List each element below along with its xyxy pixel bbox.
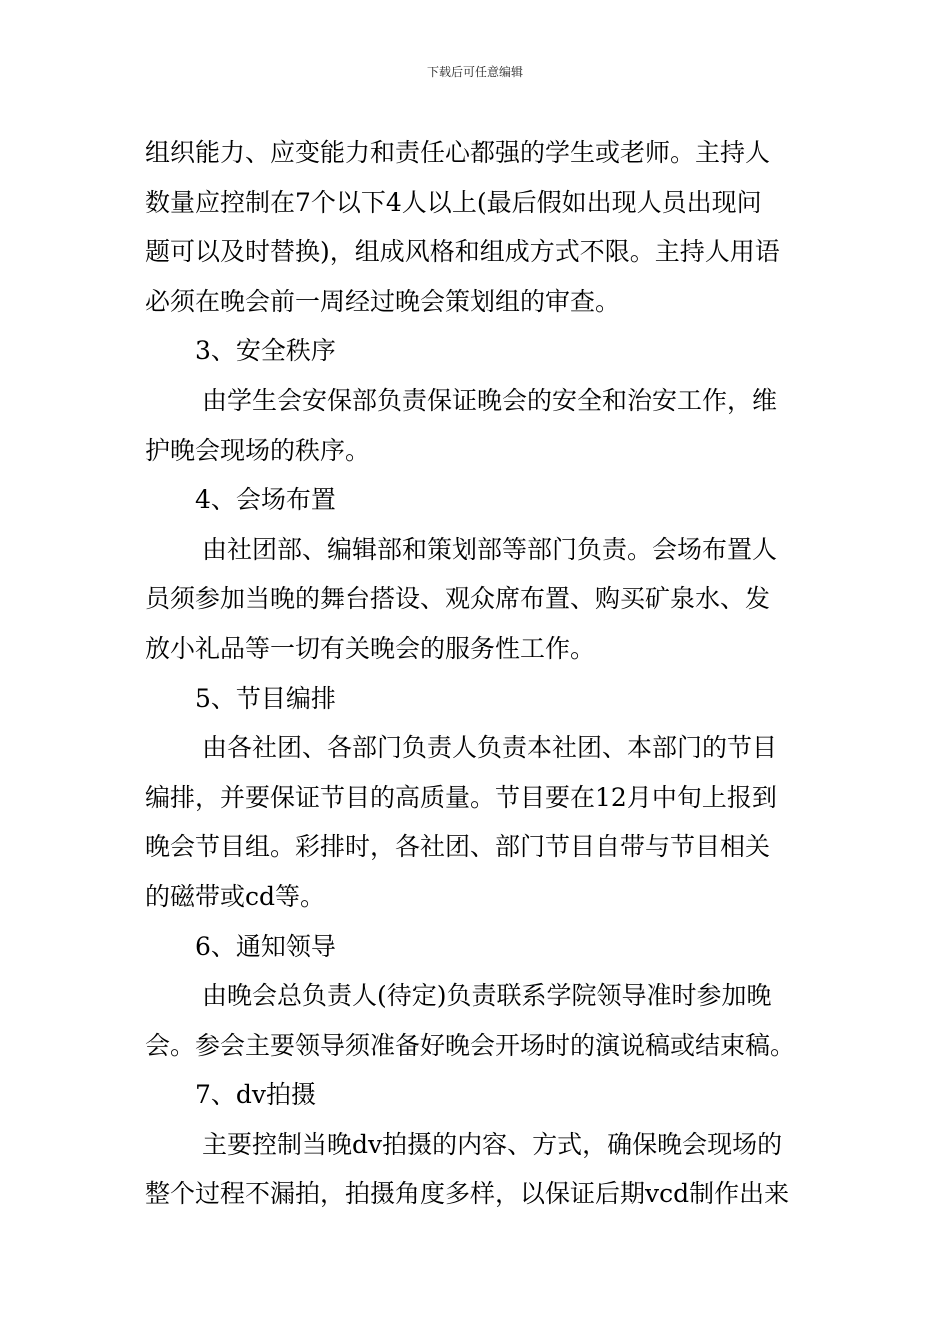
- section-heading: 4、会场布置: [195, 485, 336, 515]
- text-line: 晚会节目组。彩排时，各社团、部门节目自带与节目相关: [145, 832, 771, 862]
- text-line: 整个过程不漏拍，拍摄角度多样，以保证后期vcd制作出来: [145, 1179, 790, 1209]
- text-line: 员须参加当晚的舞台搭设、观众席布置、购买矿泉水、发: [145, 584, 771, 614]
- text-line: 由晚会总负责人(待定)负责联系学院领导准时参加晚: [202, 981, 772, 1011]
- text-line: 主要控制当晚dv拍摄的内容、方式，确保晚会现场的: [202, 1129, 783, 1159]
- text-line: 数量应控制在7个以下4人以上(最后假如出现人员出现问: [145, 187, 762, 217]
- text-line: 的磁带或cd等。: [145, 881, 326, 911]
- text-line: 由社团部、编辑部和策划部等部门负责。会场布置人: [202, 534, 778, 564]
- text-line: 题可以及时替换)，组成风格和组成方式不限。主持人用语: [145, 237, 780, 267]
- section-heading: 7、dv拍摄: [195, 1080, 317, 1110]
- text-line: 由各社团、各部门负责人负责本社团、本部门的节目: [202, 733, 778, 763]
- text-line: 会。参会主要领导须准备好晚会开场时的演说稿或结束稿。: [145, 1030, 796, 1060]
- text-line: 由学生会安保部负责保证晚会的安全和治安工作，维: [202, 385, 778, 415]
- text-line: 必须在晚会前一周经过晚会策划组的审查。: [145, 286, 621, 316]
- text-line: 护晚会现场的秩序。: [145, 435, 371, 465]
- text-line: 放小礼品等一切有关晚会的服务性工作。: [145, 633, 596, 663]
- page-header: 下载后可任意编辑: [426, 65, 523, 79]
- text-line: 组织能力、应变能力和责任心都强的学生或老师。主持人: [145, 138, 771, 167]
- document-body: [145, 128, 810, 1219]
- section-heading: 6、通知领导: [195, 931, 336, 961]
- text-line: 编排，并要保证节目的高质量。节目要在12月中旬上报到: [145, 782, 777, 812]
- section-heading: 5、节目编排: [195, 683, 336, 713]
- section-heading: 3、安全秩序: [195, 336, 336, 366]
